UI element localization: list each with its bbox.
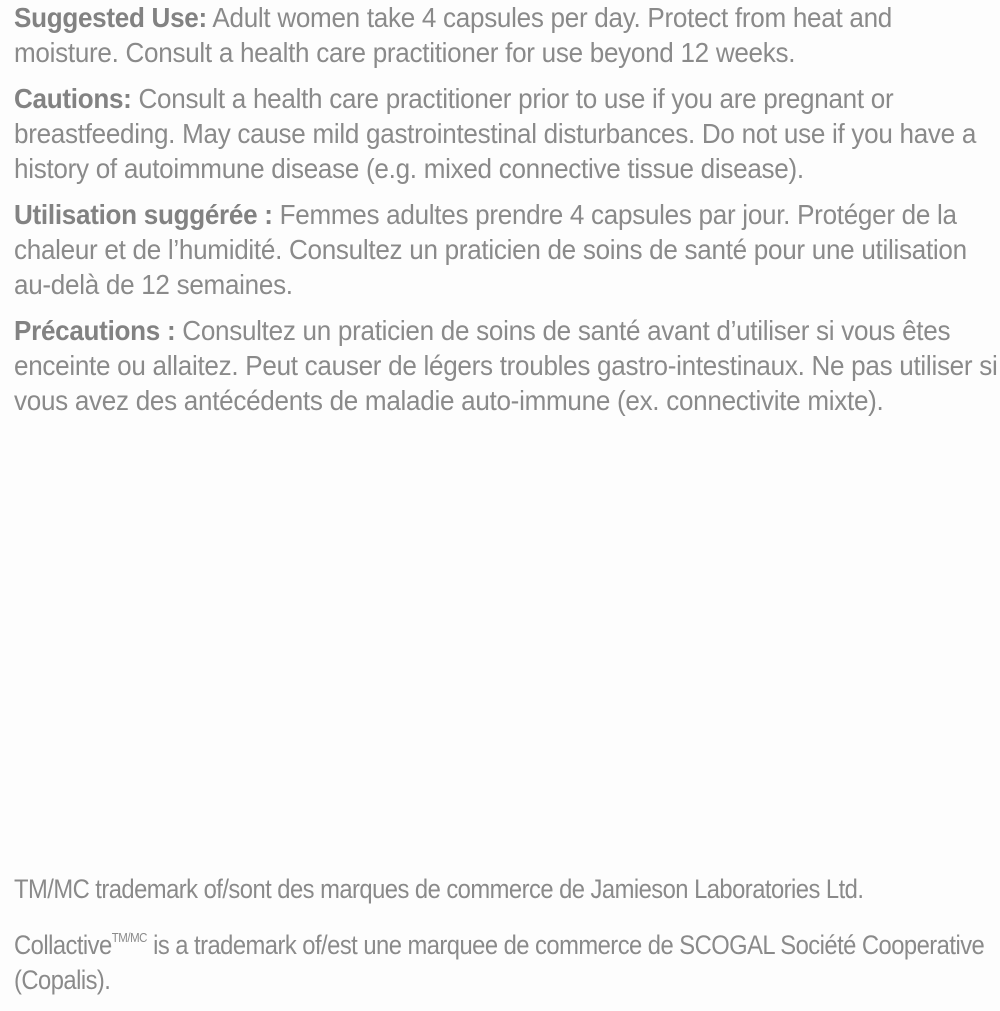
cautions-heading: Cautions: — [14, 83, 132, 114]
utilisation-suggeree-paragraph — [14, 197, 998, 302]
precautions-heading: Précautions : — [14, 315, 176, 346]
collactive-trademark-text: is a trademark of/est une marquee de commerce de SCOGAL Société Cooperative (Copalis). — [14, 930, 985, 995]
suggested-use-paragraph — [14, 0, 998, 70]
precautions-text: Consultez un praticien de soins de santé avant d’utiliser si vous êtes enceinte ou allaitez. Peut causer de légers troubles gastro-intestinaux. Ne pas utiliser si vous avez des antécédents de maladie auto-immune (ex. connectivite mixte). — [14, 315, 998, 416]
precautions-paragraph — [14, 313, 998, 418]
suggested-use-heading: Suggested Use: — [14, 2, 207, 33]
collactive-trademark-note — [14, 920, 998, 998]
label-text-panel — [14, 0, 998, 429]
jamieson-trademark-note: TM/MC trademark of/sont des marques de commerce de Jamieson Laboratories Ltd. — [14, 874, 864, 904]
suggested-use-text: Adult women take 4 capsules per day. Protect from heat and moisture. Consult a health care practitioner for use beyond 12 weeks. — [14, 2, 892, 68]
utilisation-suggeree-text: Femmes adultes prendre 4 capsules par jour. Protéger de la chaleur et de l’humidité. Consultez un praticien de soins de santé pour une utilisation au-delà de 12 semaines. — [14, 199, 967, 300]
collactive-name: Collactive — [14, 930, 112, 960]
utilisation-suggeree-heading: Utilisation suggérée : — [14, 199, 273, 230]
collactive-trademark-mark: TM/MC — [111, 930, 148, 945]
cautions-paragraph — [14, 81, 998, 186]
trademark-footer — [14, 872, 998, 1011]
cautions-text: Consult a health care practitioner prior to use if you are pregnant or breastfeeding. May cause mild gastrointestinal disturbances. Do not use if you have a history of autoimmune disease (e.g. mixed connective tissue disease). — [14, 83, 977, 184]
